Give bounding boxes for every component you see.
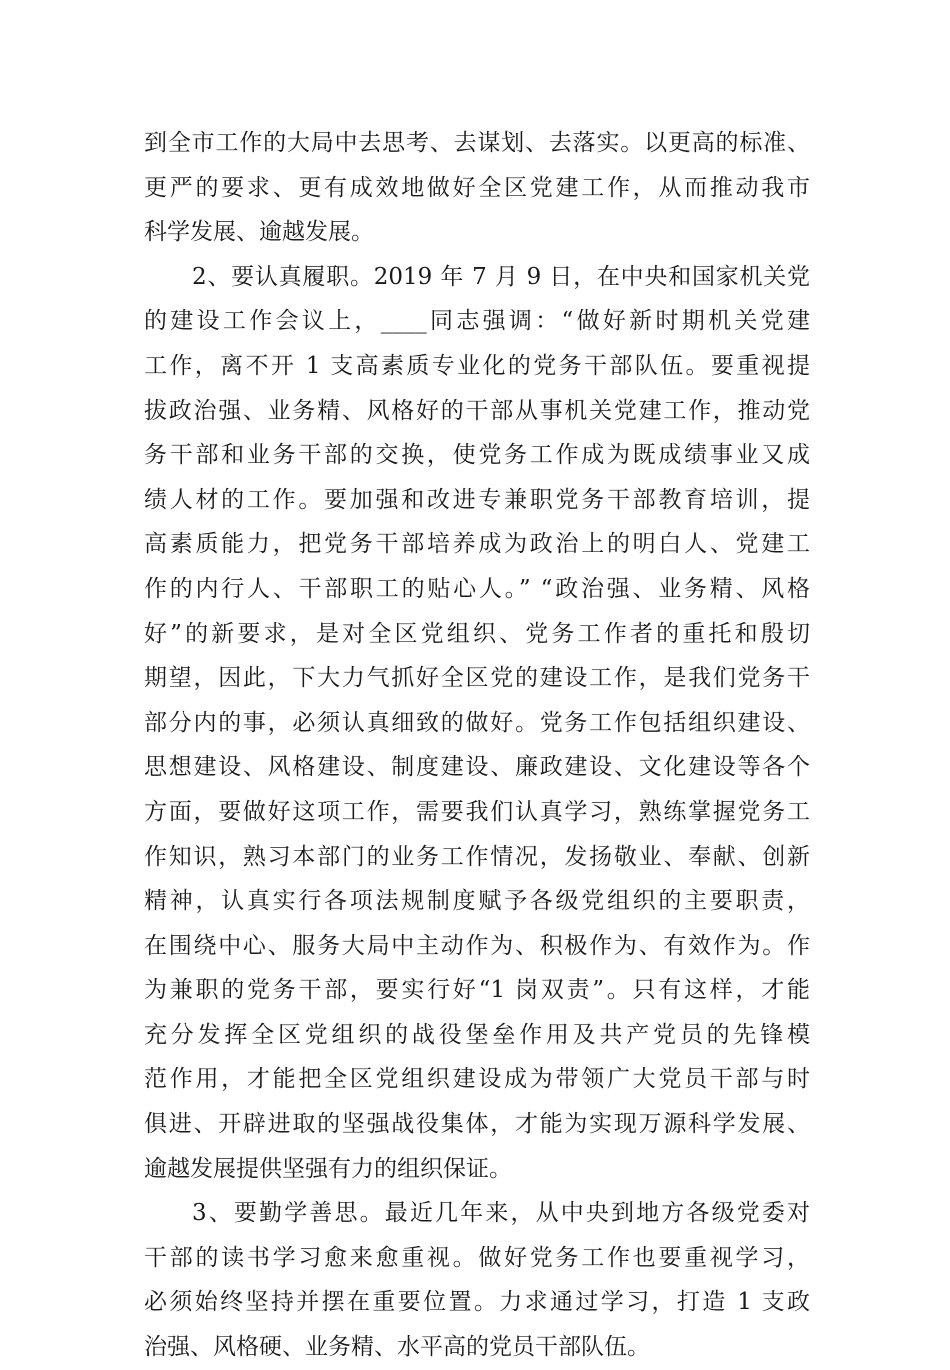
text-line: 必须始终坚持并摆在重要位置。力求通过学习，打造 1 支政: [144, 1289, 810, 1316]
body-text: [144, 121, 810, 1370]
text-line: 为兼职的党务干部，要实行好“1 岗双责”。只有这样，才能: [144, 977, 810, 1004]
text-line: 范作用，才能把全区党组织建设成为带领广大党员干部与时: [144, 1066, 810, 1093]
text-line: 高素质能力，把党务干部培养成为政治上的明白人、党建工: [144, 531, 810, 558]
text-line: 2、要认真履职。2019 年 7 月 9 日，在中央和国家机关党: [192, 263, 810, 290]
text-line: 精神，认真实行各项法规制度赋予各级党组织的主要职责，: [144, 888, 810, 915]
text-line: 工作，离不开 1 支高素质专业化的党务干部队伍。要重视提: [144, 352, 810, 379]
text-line: 俱进、开辟进取的坚强战役集体，才能为实现万源科学发展、: [144, 1111, 810, 1138]
text-line: 思想建设、风格建设、制度建设、廉政建设、文化建设等各个: [144, 754, 810, 781]
text-line: 部分内的事，必须认真细致的做好。党务工作包括组织建设、: [144, 709, 810, 736]
text-line: 治强、风格硬、业务精、水平高的党员干部队伍。: [144, 1334, 650, 1361]
text-line: 作的内行人、干部职工的贴心人。” “政治强、业务精、风格: [144, 575, 810, 602]
text-line: 3、要勤学善思。最近几年来，从中央到地方各级党委对: [192, 1200, 810, 1227]
text-line: 务干部和业务干部的交换，使党务工作成为既成绩事业又成: [144, 442, 810, 469]
text-line: 逾越发展提供坚强有力的组织保证。: [144, 1155, 512, 1182]
text-line: 到全市工作的大局中去思考、去谋划、去落实。以更高的标准、: [144, 130, 810, 156]
text-line: 更严的要求、更有成效地做好全区党建工作，从而推动我市: [144, 174, 810, 201]
text-line: 充分发挥全区党组织的战役堡垒作用及共产党员的先锋模: [144, 1021, 810, 1048]
text-line: 方面，要做好这项工作，需要我们认真学习，熟练掌握党务工: [144, 798, 810, 825]
text-line: 在围绕中心、服务大局中主动作为、积极作为、有效作为。作: [144, 932, 810, 959]
text-line: 干部的读书学习愈来愈重视。做好党务工作也要重视学习，: [144, 1244, 810, 1271]
text-line: 期望，因此，下大力气抓好全区党的建设工作，是我们党务干: [144, 665, 810, 692]
text-line: 科学发展、逾越发展。: [144, 219, 374, 246]
text-line: 作知识，熟习本部门的业务工作情况，发扬敬业、奉献、创新: [144, 843, 810, 870]
text-line: 的建设工作会议上，____同志强调：“做好新时期机关党建: [144, 308, 810, 335]
text-line: 好”的新要求，是对全区党组织、党务工作者的重托和殷切: [144, 620, 810, 647]
text-line: 绩人材的工作。要加强和改进专兼职党务干部教育培训，提: [144, 486, 810, 513]
text-line: 拔政治强、业务精、风格好的干部从事机关党建工作，推动党: [144, 397, 810, 424]
